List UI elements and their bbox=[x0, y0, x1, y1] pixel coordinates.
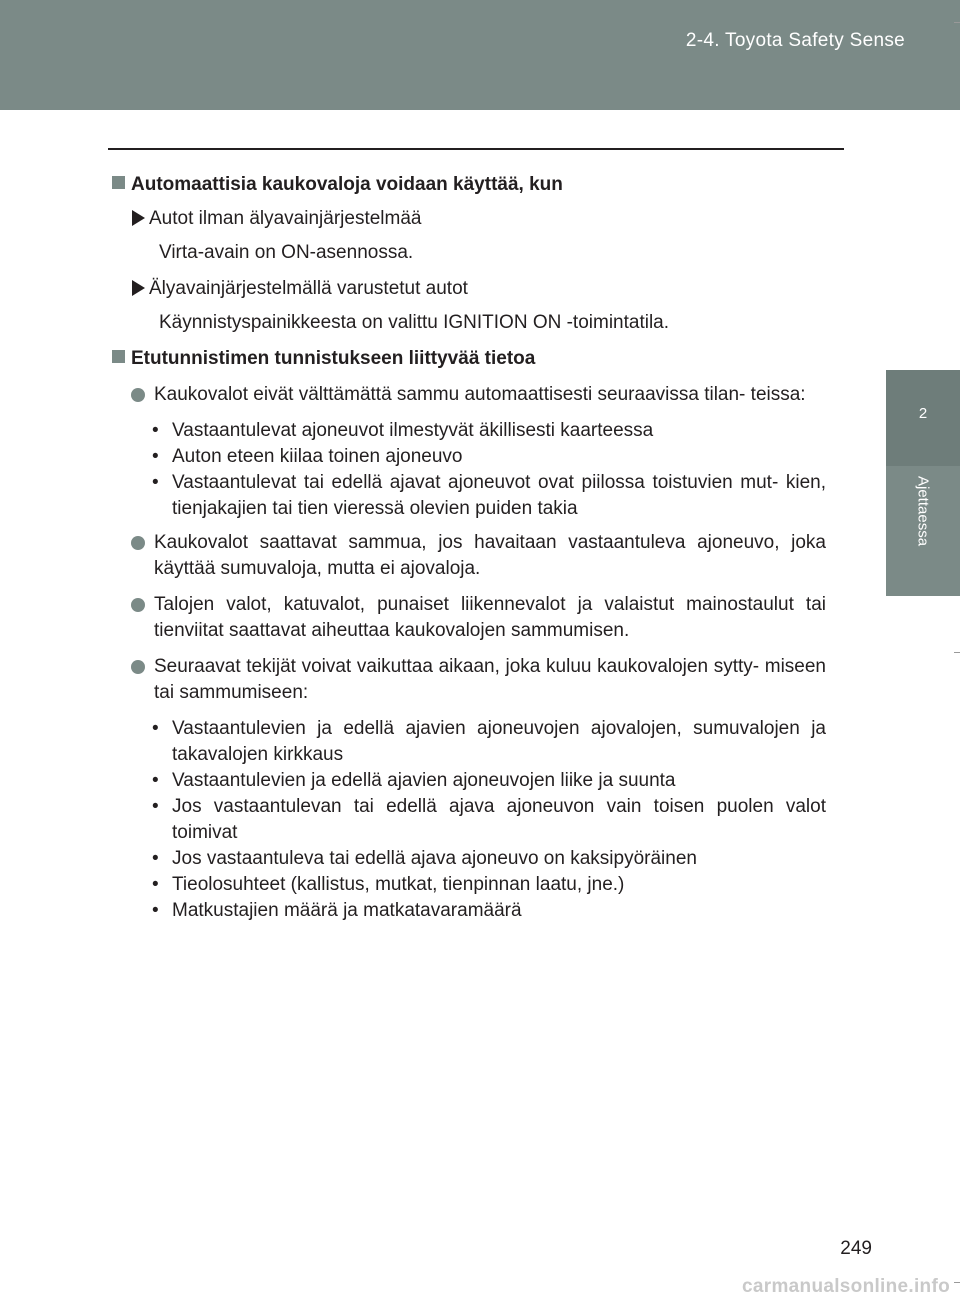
list-item: • Vastaantulevien ja edellä ajavien ajoneuvojen liike ja suunta bbox=[152, 770, 676, 791]
list-item: • Vastaantulevien ja edellä ajavien ajoneuvojen ajovalojen, sumuvalojen ja takavalojen kirkkaus bbox=[152, 718, 826, 765]
square-bullet-icon bbox=[112, 350, 125, 363]
list-item: • Jos vastaantuleva tai edellä ajava ajoneuvo on kaksipyöräinen bbox=[152, 848, 697, 869]
item-text: Virta-avain on ON-asennossa. bbox=[159, 242, 414, 263]
content bbox=[112, 172, 826, 924]
list-item: • Vastaantulevat tai edellä ajavat ajoneuvot ovat piilossa toistuvien mut- kien, tienjakajien tai tien vieressä olevien puiden takia bbox=[152, 472, 826, 519]
bullet-paragraph: Talojen valot, katuvalot, punaiset liikennevalot ja valaistut mainostaulut tai tienviitat saattavat aiheuttaa kaukovalojen sammumisen. bbox=[112, 592, 826, 644]
chapter-number: 2 bbox=[886, 370, 960, 466]
bullet-paragraph: Kaukovalot eivät välttämättä sammu automaattisesti seuraavissa tilan- teissa: bbox=[112, 382, 826, 408]
section-title: 2-4. Toyota Safety Sense bbox=[685, 30, 905, 51]
list-item: Autot ilman älyavainjärjestelmää bbox=[132, 206, 826, 232]
divider bbox=[108, 148, 844, 150]
round-bullet-icon bbox=[131, 388, 145, 402]
crop-mark bbox=[954, 652, 960, 653]
section-heading: Etutunnistimen tunnistukseen liittyvää tietoa bbox=[112, 346, 826, 372]
list-item: • Matkustajien määrä ja matkatavaramäärä bbox=[152, 900, 522, 921]
round-bullet-icon bbox=[131, 660, 145, 674]
list-item: • Vastaantulevat ajoneuvot ilmestyvät äkillisesti kaarteessa bbox=[152, 420, 654, 441]
chapter-label: Ajettaessa bbox=[914, 476, 932, 547]
list-item: • Jos vastaantulevan tai edellä ajava ajoneuvon vain toisen puolen valot toimivat bbox=[152, 796, 826, 843]
item-text: Käynnistyspainikkeesta on valittu IGNITION ON -toimintatila. bbox=[159, 312, 670, 333]
bullet-paragraph: Seuraavat tekijät voivat vaikuttaa aikaan, joka kuluu kaukovalojen sytty- miseen tai sammumiseen: bbox=[112, 654, 826, 706]
round-bullet-icon bbox=[131, 598, 145, 612]
round-bullet-icon bbox=[131, 536, 145, 550]
triangle-icon bbox=[132, 210, 145, 226]
sub-list bbox=[112, 716, 826, 924]
header-band bbox=[0, 0, 960, 110]
list-item: • Tieolosuhteet (kallistus, mutkat, tienpinnan laatu, jne.) bbox=[152, 874, 625, 895]
list-item: Älyavainjärjestelmällä varustetut autot bbox=[132, 276, 826, 302]
square-bullet-icon bbox=[112, 176, 125, 189]
sub-list bbox=[112, 418, 826, 522]
crop-mark bbox=[954, 22, 960, 23]
page-number: 249 bbox=[840, 1238, 872, 1259]
section-heading: Automaattisia kaukovaloja voidaan käyttää, kun bbox=[112, 172, 826, 198]
watermark: carmanualsonline.info bbox=[742, 1276, 950, 1297]
bullet-paragraph: Kaukovalot saattavat sammua, jos havaitaan vastaantuleva ajoneuvo, joka käyttää sumuvaloja, mutta ei ajovaloja. bbox=[112, 530, 826, 582]
triangle-icon bbox=[132, 280, 145, 296]
crop-mark bbox=[954, 1282, 960, 1283]
list-item: • Auton eteen kiilaa toinen ajoneuvo bbox=[152, 446, 463, 467]
